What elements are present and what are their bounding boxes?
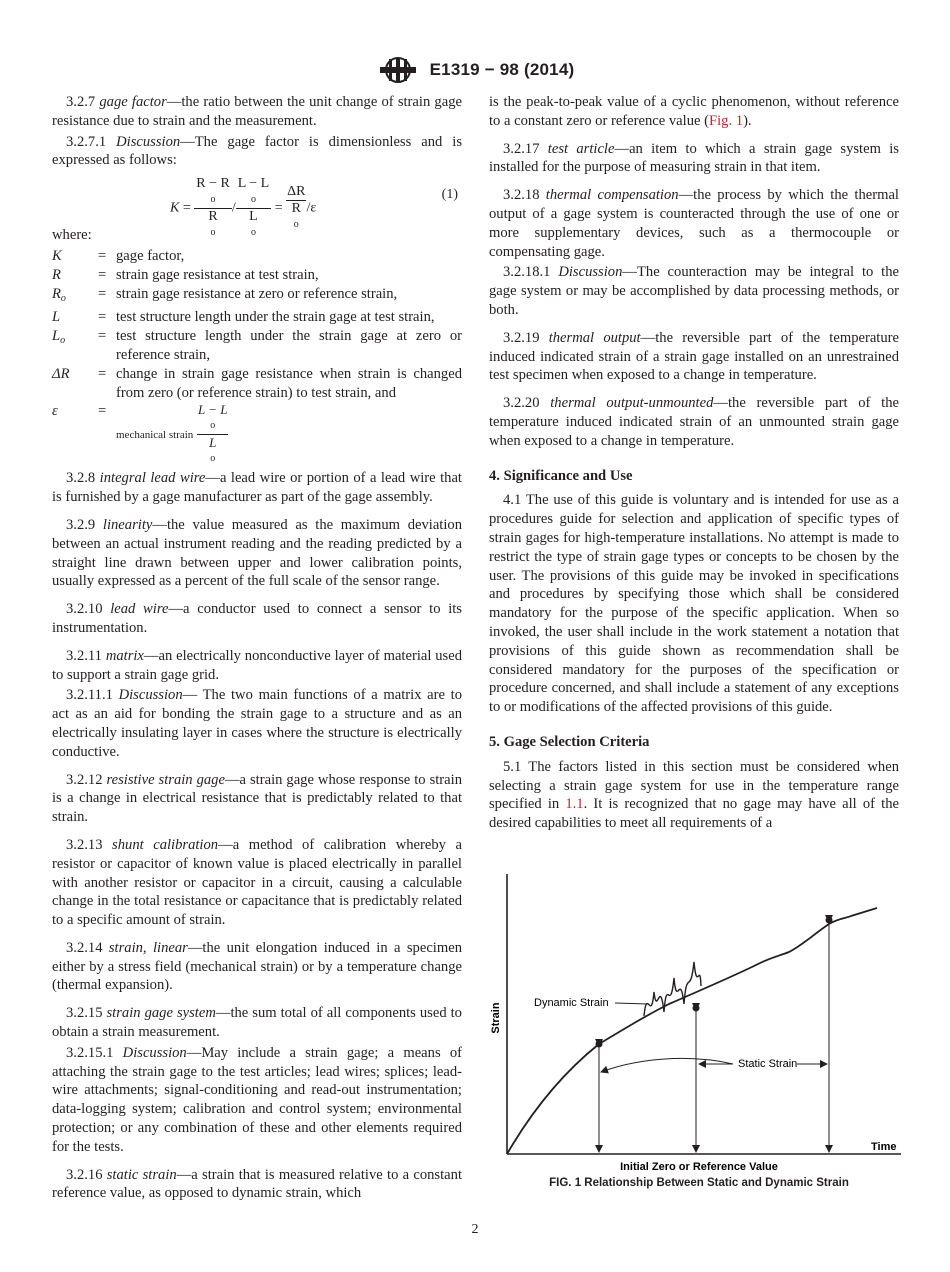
para-3-2-20: 3.2.20 thermal output-unmounted—the reversible part of the temperature induced indicated strain of an unmounted strain gage when exposed to a change in temperature.: [489, 395, 899, 449]
where-label: where:: [52, 227, 92, 244]
dynamic-leader: [615, 1003, 649, 1004]
para-3-2-19: 3.2.19 thermal output—the reversible part of the temperature induced indicated strain of a strain gage installed on an unrestrained test specimen when exposed to a change in temperature.: [489, 329, 899, 384]
page-header: [0, 56, 950, 84]
para-3-2-12: 3.2.12 resistive strain gage—a strain gage whose response to strain is a change in electrical resistance that is predictably related to that strain.: [52, 771, 462, 826]
symbol-definitions: [52, 247, 462, 467]
section-4-heading: 4. Significance and Use: [489, 467, 633, 484]
page-number: 2: [471, 1222, 479, 1237]
dynamic-strain-label: Dynamic Strain: [534, 997, 609, 1009]
para-3-2-16-cont: is the peak-to-peak value of a cyclic phenomenon, without reference to a constant zero or reference value (Fig. 1).: [489, 94, 899, 129]
right-column: [489, 93, 899, 835]
para-3-2-8: 3.2.8 integral lead wire—a lead wire or portion of a lead wire that is furnished by a gage manufacturer as part of the gage assembly.: [52, 470, 462, 506]
equation-1: K = R − R o R o / L − L o L o = ΔR R o /ε (1): [52, 174, 462, 218]
para-3-2-18: 3.2.18 thermal compensation—the process by which the thermal output of a gage system is counteracted through the use of one or more supplementary devices, such as a thermocouple or compensating gage.: [489, 187, 899, 260]
dynamic-strain-oscillation: [644, 962, 701, 1016]
para-3-2-13: 3.2.13 shunt calibration—a method of calibration whereby a resistor or capacitor of known value is placed electrically in parallel with another resistor or capacitor in a circuit, causing a calculable change in the total resistance or capacitance that is predictably related to a specific amount of strain.: [52, 836, 462, 929]
figure-1-diagram: [489, 866, 909, 1196]
def-row: ΔR = change in strain gage resistance when strain is changed from zero (or reference strain) to test strain, and: [52, 365, 462, 401]
para-4-1: 4.1 The use of this guide is voluntary and is intended for use as a procedures guide for selection and application of specific types of strain gages for high-temperature installations. No attempt is made to restrict the type of strain gage types or concepts to be chosen by the user. The provisions of this guide may be invoked in specifications and procedures by specifying those which shall be considered mandatory for the purpose of the specific application. When so invoked, the user shall include in the work statement a notation that provisions of this guide shown as recommendation shall be considered mandatory for the purposes of the specification or procedure concerned, and shall include a statement of any exceptions to or modifications of the affected provisions of this guide.: [489, 492, 899, 716]
left-column: [52, 93, 462, 1205]
astm-logo-icon: [376, 56, 420, 84]
bottom-label: Initial Zero or Reference Value: [620, 1161, 778, 1173]
static-strain-label: Static Strain: [738, 1058, 798, 1070]
para-3-2-7: 3.2.7 gage factor—the ratio between the unit change of strain gage resistance due to strain and the measurement.: [52, 94, 462, 129]
def-row: R = strain gage resistance at test strain,: [52, 266, 319, 283]
para-3-2-17: 3.2.17 test article—an item to which a strain gage system is installed for the purpose of measuring strain in that item.: [489, 140, 899, 176]
x-axis-label: Time: [871, 1141, 897, 1153]
para-3-2-7-1: 3.2.7.1 Discussion—The gage factor is dimensionless and is expressed as follows:: [52, 133, 463, 169]
para-3-2-15: 3.2.15 strain gage system—the sum total of all components used to obtain a strain measurement.: [52, 1005, 462, 1041]
para-3-2-18-1: 3.2.18.1 Discussion—The counteraction may be integral to the gage system or may be accomplished by data processing methods, or both.: [489, 264, 900, 318]
para-3-2-11: 3.2.11 matrix—an electrically nonconductive layer of material used to support a strain gage grid.: [52, 647, 462, 683]
fig-1-link[interactable]: Fig. 1: [709, 112, 744, 129]
para-3-2-15-1: 3.2.15.1 Discussion—May include a strain gage; a means of attaching the strain gage to the test articles; lead wires; splices; lead-wire attachments; signal-conditioning and read-out instrumentation; data-logging system; calibration and control system; environmental protection; or any combination of these and other elements required for the tests.: [52, 1044, 462, 1155]
para-5-1: 5.1 The factors listed in this section must be considered when selecting a strain gage system for use in the temperature range specified in 1.1. It is recognized that no gage may have all of the desired capabilities to meet all requirements of a: [489, 758, 899, 832]
para-3-2-10: 3.2.10 lead wire—a conductor used to connect a sensor to its instrumentation.: [52, 601, 462, 636]
para-3-2-9: 3.2.9 linearity—the value measured as the maximum deviation between an actual instrument reading and the reading predicted by a straight line drawn between upper and lower calibration points, usually expressed as a percent of the full scale of the sensor range.: [52, 516, 462, 590]
static-arrow-left: [601, 1058, 733, 1072]
static-strain-curve: [507, 908, 877, 1154]
document-code: E1319 − 98 (2014): [429, 60, 575, 79]
equation-number: (1): [441, 187, 458, 203]
section-1-1-link[interactable]: 1.1: [565, 796, 584, 813]
para-3-2-16: 3.2.16 static strain—a strain that is measured relative to a constant reference value, as opposed to dynamic strain, which: [52, 1166, 462, 1202]
section-5-heading: 5. Gage Selection Criteria: [489, 733, 650, 750]
def-row: K = gage factor,: [52, 247, 185, 264]
def-row: ε = mechanical strain L − L o L o: [52, 402, 462, 467]
para-3-2-14: 3.2.14 strain, linear—the unit elongation induced in a specimen either by a stress field (mechanical strain) or by a temperature change (thermal expansion).: [52, 939, 462, 994]
def-row: L = test structure length under the strain gage at test strain,: [52, 309, 435, 326]
def-row: $L_o$ = test structure length under the strain gage at zero or reference strain,: [52, 328, 462, 363]
def-row: $R_o$ = strain gage resistance at zero or reference strain,: [52, 285, 398, 304]
y-axis-label: Strain: [490, 1002, 502, 1034]
figure-caption: FIG. 1 Relationship Between Static and Dynamic Strain: [549, 1177, 849, 1189]
para-3-2-11-1: 3.2.11.1 Discussion— The two main functions of a matrix are to act as an aid for bonding the strain gage to a structure and as an electrically insulating layer in cases where the structure is electrically conductive.: [52, 687, 462, 760]
